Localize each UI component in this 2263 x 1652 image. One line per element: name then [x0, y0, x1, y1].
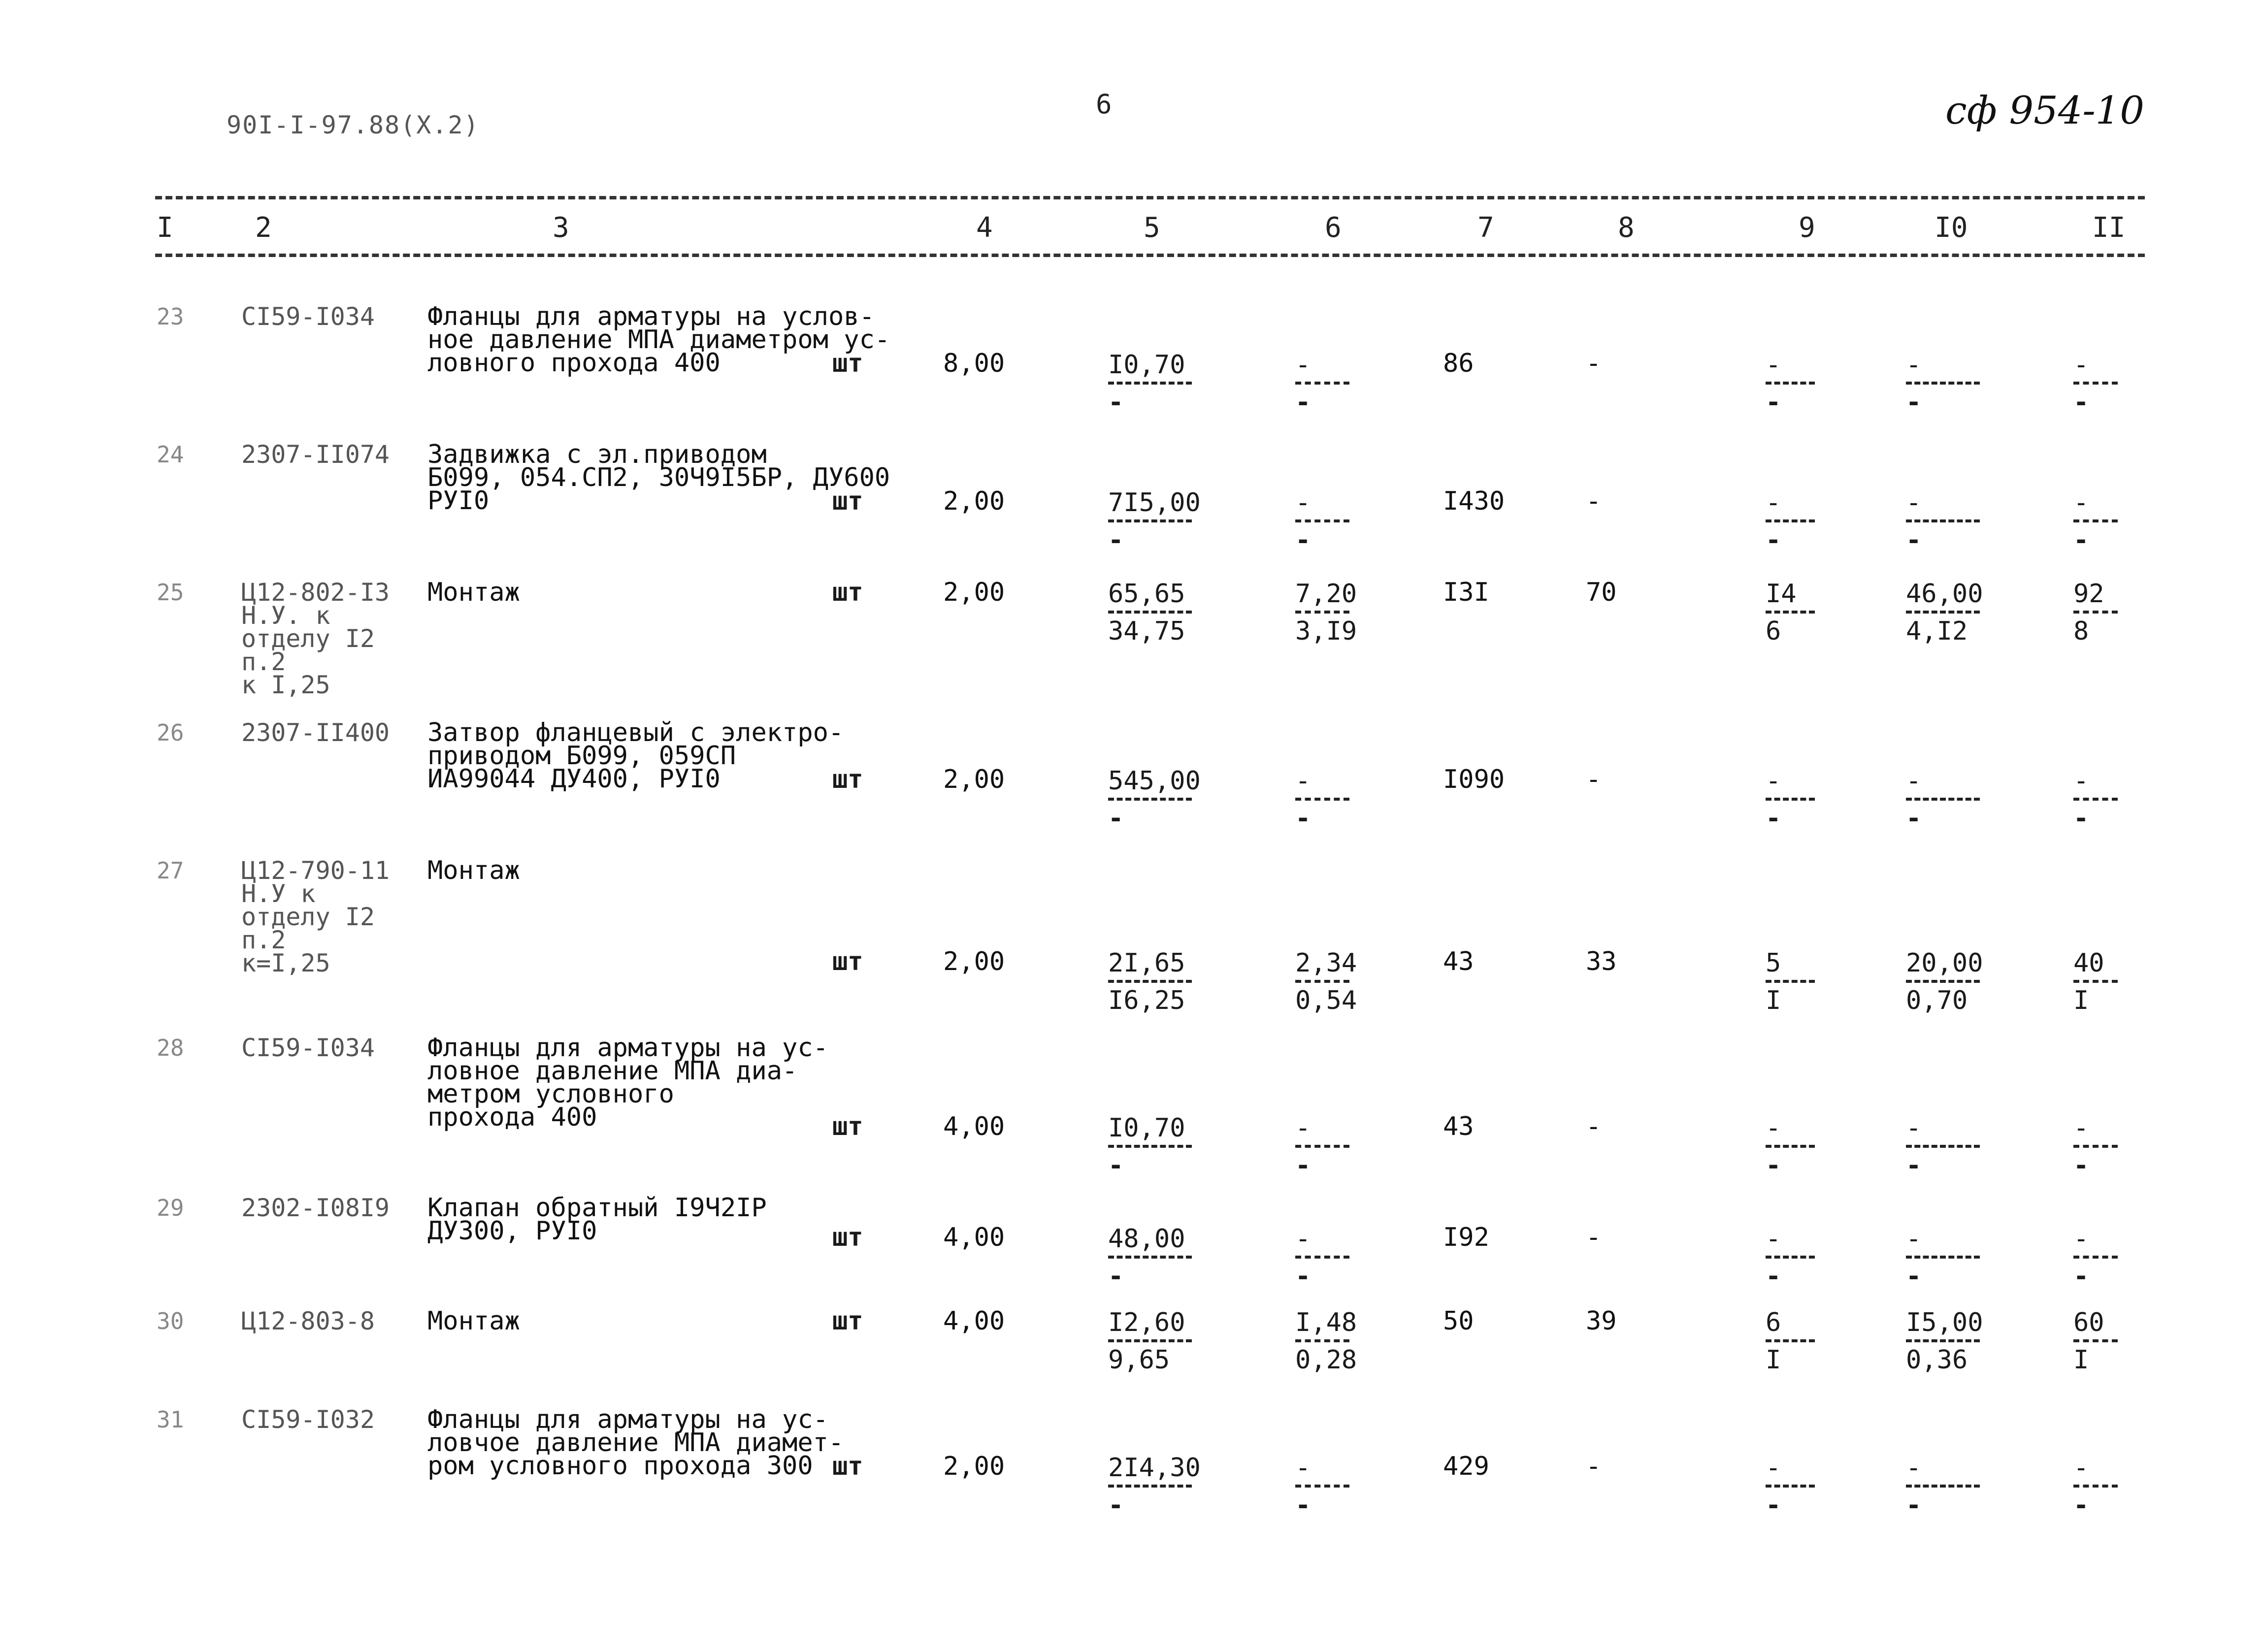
row-code: Ц12-802-I3 Н.У. к отделу I2 п.2 к I,25: [241, 578, 390, 699]
sheet-code: сф 954-10: [1945, 89, 2145, 133]
fraction-denominator: -: [2073, 1151, 2089, 1180]
fraction-denominator: 0,54: [1295, 986, 1357, 1015]
fraction-numerator: 545,00: [1108, 766, 1201, 796]
row-unit: шт: [832, 947, 863, 976]
fraction-denominator: 9,65: [1108, 1345, 1170, 1375]
fraction-numerator: I,48: [1295, 1308, 1357, 1337]
fraction-numerator: 7I5,00: [1108, 488, 1201, 518]
fraction-denominator: -: [2073, 388, 2089, 417]
fraction-numerator: -: [1766, 488, 1781, 518]
fraction-numerator: 5: [1766, 948, 1781, 978]
row-col-8: 39: [1586, 1306, 1617, 1336]
fraction-cell-c9: [1766, 581, 1815, 644]
fraction-numerator: -: [1906, 1453, 1922, 1483]
fraction-bar: [1108, 1256, 1192, 1259]
fraction-bar: [1766, 1339, 1815, 1342]
fraction-denominator: I6,25: [1108, 986, 1185, 1015]
fraction-cell-c9: [1766, 768, 1815, 831]
fraction-numerator: I0,70: [1108, 350, 1185, 380]
row-col-7: 86: [1443, 349, 1474, 378]
fraction-bar: [1108, 1339, 1192, 1342]
fraction-denominator: 0,70: [1906, 986, 1968, 1015]
row-position: 23: [157, 303, 184, 330]
fraction-denominator: -: [1906, 1490, 1922, 1520]
fraction-numerator: -: [1295, 1224, 1311, 1254]
fraction-denominator: -: [2073, 1490, 2089, 1520]
fraction-cell-c11: [2073, 1115, 2118, 1178]
row-quantity: 2,00: [943, 486, 1005, 516]
fraction-denominator: -: [1108, 388, 1124, 417]
fraction-cell-c10: [1906, 1310, 1983, 1373]
column-header-5: 5: [1144, 212, 1160, 244]
fraction-numerator: -: [1766, 1453, 1781, 1483]
row-name: Клапан обратный I9Ч2IР ДУ300, РУI0: [427, 1193, 767, 1246]
fraction-numerator: 65,65: [1108, 579, 1185, 609]
fraction-cell-c9: [1766, 1226, 1815, 1289]
row-col-7: I92: [1443, 1223, 1489, 1252]
fraction-bar: [1295, 1256, 1349, 1259]
fraction-numerator: -: [1906, 766, 1922, 796]
row-position: 24: [157, 441, 184, 468]
fraction-denominator: -: [1906, 1262, 1922, 1291]
fraction-numerator: 6: [1766, 1308, 1781, 1337]
row-unit: шт: [832, 1452, 863, 1481]
row-col-8: -: [1586, 1223, 1602, 1252]
fraction-bar: [1766, 1256, 1815, 1259]
fraction-numerator: I0,70: [1108, 1113, 1185, 1143]
fraction-numerator: 2I,65: [1108, 948, 1185, 978]
fraction-numerator: -: [1766, 1224, 1781, 1254]
fraction-numerator: -: [1766, 350, 1781, 380]
fraction-numerator: 2,34: [1295, 948, 1357, 978]
fraction-numerator: 7,20: [1295, 579, 1357, 609]
row-position: 25: [157, 579, 184, 606]
fraction-cell-c6: [1295, 352, 1349, 415]
fraction-numerator: -: [2073, 1453, 2089, 1483]
row-col-7: I3I: [1443, 578, 1489, 607]
fraction-cell-c9: [1766, 1310, 1815, 1373]
fraction-cell-c11: [2073, 768, 2118, 831]
fraction-bar: [1906, 382, 1980, 385]
fraction-numerator: -: [1766, 766, 1781, 796]
fraction-cell-c11: [2073, 352, 2118, 415]
row-col-8: -: [1586, 486, 1602, 516]
fraction-cell-c6: [1295, 1226, 1349, 1289]
fraction-cell-c11: [2073, 1455, 2118, 1518]
row-code: Ц12-790-11 Н.У к отделу I2 п.2 к=I,25: [241, 856, 390, 977]
column-header-8: 8: [1618, 212, 1635, 244]
fraction-cell-c5: [1108, 768, 1201, 831]
fraction-cell-c11: [2073, 1226, 2118, 1289]
fraction-denominator: 3,I9: [1295, 616, 1357, 646]
fraction-numerator: -: [2073, 488, 2089, 518]
fraction-denominator: -: [1108, 804, 1124, 833]
fraction-cell-c5: [1108, 490, 1201, 553]
fraction-cell-c10: [1906, 950, 1983, 1013]
fraction-denominator: 34,75: [1108, 616, 1185, 646]
fraction-denominator: -: [2073, 804, 2089, 833]
fraction-cell-c11: [2073, 950, 2118, 1013]
fraction-bar: [1906, 611, 1980, 614]
fraction-cell-c5: [1108, 950, 1192, 1013]
fraction-numerator: I4: [1766, 579, 1797, 609]
fraction-denominator: 8: [2073, 616, 2089, 646]
fraction-denominator: -: [1295, 804, 1311, 833]
fraction-numerator: I5,00: [1906, 1308, 1983, 1337]
fraction-bar: [1295, 798, 1349, 801]
fraction-denominator: -: [1295, 525, 1311, 555]
row-position: 26: [157, 719, 184, 746]
fraction-cell-c9: [1766, 490, 1815, 553]
fraction-bar: [1766, 798, 1815, 801]
fraction-denominator: -: [1766, 525, 1781, 555]
fraction-cell-c6: [1295, 581, 1357, 644]
fraction-cell-c11: [2073, 581, 2118, 644]
row-quantity: 4,00: [943, 1223, 1005, 1252]
fraction-numerator: -: [1906, 1224, 1922, 1254]
fraction-numerator: -: [2073, 1113, 2089, 1143]
row-quantity: 2,00: [943, 765, 1005, 794]
fraction-numerator: 2I4,30: [1108, 1453, 1201, 1483]
row-code: 2307-II400: [241, 718, 390, 747]
row-quantity: 2,00: [943, 578, 1005, 607]
fraction-denominator: -: [1906, 388, 1922, 417]
row-quantity: 4,00: [943, 1306, 1005, 1336]
fraction-numerator: -: [1295, 1453, 1311, 1483]
column-header-6: 6: [1325, 212, 1342, 244]
fraction-denominator: -: [1108, 525, 1124, 555]
fraction-cell-c10: [1906, 1115, 1980, 1178]
fraction-numerator: 20,00: [1906, 948, 1983, 978]
fraction-cell-c5: [1108, 1115, 1192, 1178]
fraction-bar: [2073, 519, 2118, 522]
row-name: Монтаж: [427, 1306, 520, 1336]
fraction-cell-c11: [2073, 1310, 2118, 1373]
fraction-denominator: -: [1766, 1490, 1781, 1520]
fraction-bar: [1108, 980, 1192, 983]
row-unit: шт: [832, 349, 863, 378]
fraction-bar: [1766, 611, 1815, 614]
fraction-bar: [1108, 611, 1192, 614]
fraction-numerator: 40: [2073, 948, 2104, 978]
fraction-denominator: -: [1766, 804, 1781, 833]
fraction-cell-c10: [1906, 581, 1983, 644]
fraction-bar: [1766, 1485, 1815, 1488]
header-bottom-rule: [155, 254, 2145, 257]
fraction-numerator: -: [1906, 350, 1922, 380]
row-name: Задвижка с эл.приводом Б099, 054.СП2, 30Ч9I5БР, ДУ600 РУI0: [427, 440, 890, 516]
column-header-11: II: [2092, 212, 2126, 244]
row-quantity: 2,00: [943, 947, 1005, 976]
fraction-cell-c11: [2073, 490, 2118, 553]
fraction-numerator: -: [1295, 488, 1311, 518]
fraction-denominator: -: [1295, 388, 1311, 417]
fraction-numerator: 92: [2073, 579, 2104, 609]
fraction-cell-c10: [1906, 1455, 1980, 1518]
row-unit: шт: [832, 1306, 863, 1336]
fraction-bar: [1108, 798, 1192, 801]
row-col-7: 429: [1443, 1452, 1489, 1481]
fraction-cell-c5: [1108, 1310, 1192, 1373]
fraction-cell-c5: [1108, 352, 1192, 415]
row-quantity: 2,00: [943, 1452, 1005, 1481]
fraction-bar: [1906, 1339, 1980, 1342]
row-col-7: 50: [1443, 1306, 1474, 1336]
fraction-numerator: 60: [2073, 1308, 2104, 1337]
fraction-denominator: I: [2073, 986, 2089, 1015]
fraction-cell-c5: [1108, 1455, 1201, 1518]
fraction-numerator: -: [1766, 1113, 1781, 1143]
fraction-bar: [1766, 980, 1815, 983]
row-code: CI59-I034: [241, 1034, 375, 1062]
fraction-denominator: 0,28: [1295, 1345, 1357, 1375]
row-name: Затвор фланцевый с электро- приводом Б099, 059СП ИА99044 ДУ400, РУI0: [427, 718, 844, 794]
fraction-bar: [1766, 519, 1815, 522]
row-col-8: -: [1586, 1452, 1602, 1481]
fraction-denominator: -: [1906, 525, 1922, 555]
fraction-bar: [1906, 1256, 1980, 1259]
fraction-cell-c10: [1906, 490, 1980, 553]
fraction-bar: [1906, 519, 1980, 522]
fraction-cell-c9: [1766, 1115, 1815, 1178]
row-col-8: -: [1586, 349, 1602, 378]
fraction-numerator: -: [1295, 1113, 1311, 1143]
fraction-cell-c6: [1295, 490, 1349, 553]
fraction-bar: [1108, 1485, 1192, 1488]
fraction-cell-c9: [1766, 352, 1815, 415]
fraction-denominator: -: [1108, 1262, 1124, 1291]
fraction-denominator: I: [1766, 1345, 1781, 1375]
fraction-bar: [1295, 1485, 1349, 1488]
row-code: Ц12-803-8: [241, 1307, 375, 1335]
row-unit: шт: [832, 578, 863, 607]
fraction-cell-c6: [1295, 1310, 1357, 1373]
fraction-cell-c6: [1295, 950, 1357, 1013]
fraction-numerator: -: [2073, 1224, 2089, 1254]
fraction-denominator: 4,I2: [1906, 616, 1968, 646]
fraction-bar: [2073, 1339, 2118, 1342]
fraction-numerator: -: [1295, 350, 1311, 380]
fraction-denominator: -: [1906, 804, 1922, 833]
fraction-cell-c9: [1766, 950, 1815, 1013]
fraction-numerator: -: [2073, 766, 2089, 796]
fraction-denominator: -: [1295, 1262, 1311, 1291]
fraction-bar: [1906, 1485, 1980, 1488]
fraction-bar: [2073, 1145, 2118, 1148]
row-unit: шт: [832, 1223, 863, 1252]
column-header-4: 4: [976, 212, 993, 244]
row-col-7: 43: [1443, 947, 1474, 976]
fraction-bar: [2073, 1485, 2118, 1488]
fraction-bar: [1295, 980, 1349, 983]
fraction-numerator: -: [1906, 1113, 1922, 1143]
fraction-denominator: -: [1295, 1151, 1311, 1180]
fraction-bar: [1295, 1339, 1349, 1342]
row-col-7: 43: [1443, 1112, 1474, 1141]
fraction-cell-c10: [1906, 1226, 1980, 1289]
fraction-denominator: -: [1108, 1490, 1124, 1520]
row-name: Фланцы для арматуры на ус- ловчое давление МПА диамет- ром условного прохода 300: [427, 1405, 844, 1481]
row-code: 2307-II074: [241, 440, 390, 469]
document-code: 90I-I-97.88(X.2): [227, 111, 480, 139]
row-unit: шт: [832, 765, 863, 794]
fraction-bar: [1295, 611, 1349, 614]
column-header-2: 2: [255, 212, 272, 244]
fraction-numerator: 46,00: [1906, 579, 1983, 609]
fraction-bar: [2073, 382, 2118, 385]
fraction-cell-c5: [1108, 581, 1192, 644]
fraction-bar: [1906, 798, 1980, 801]
row-name: Монтаж: [427, 578, 520, 607]
fraction-bar: [2073, 611, 2118, 614]
fraction-denominator: -: [1295, 1490, 1311, 1520]
row-col-8: 33: [1586, 947, 1617, 976]
row-col-8: -: [1586, 1112, 1602, 1141]
fraction-bar: [1295, 519, 1349, 522]
row-position: 28: [157, 1035, 184, 1061]
row-col-8: 70: [1586, 578, 1617, 607]
fraction-cell-c9: [1766, 1455, 1815, 1518]
fraction-numerator: -: [1906, 488, 1922, 518]
row-col-7: I090: [1443, 765, 1505, 794]
fraction-cell-c10: [1906, 352, 1980, 415]
fraction-numerator: I2,60: [1108, 1308, 1185, 1337]
fraction-bar: [2073, 798, 2118, 801]
fraction-cell-c6: [1295, 1115, 1349, 1178]
fraction-denominator: 0,36: [1906, 1345, 1968, 1375]
fraction-denominator: -: [1766, 1151, 1781, 1180]
row-name: Фланцы для арматуры на услов- ное давление МПА диаметром ус- ловного прохода 400: [427, 302, 890, 378]
fraction-bar: [1295, 382, 1349, 385]
row-position: 30: [157, 1308, 184, 1334]
fraction-denominator: I: [1766, 986, 1781, 1015]
fraction-cell-c5: [1108, 1226, 1192, 1289]
fraction-bar: [1766, 1145, 1815, 1148]
fraction-denominator: -: [1906, 1151, 1922, 1180]
fraction-bar: [1766, 382, 1815, 385]
fraction-denominator: -: [2073, 1262, 2089, 1291]
fraction-denominator: I: [2073, 1345, 2089, 1375]
fraction-bar: [1108, 519, 1192, 522]
row-col-8: -: [1586, 765, 1602, 794]
row-position: 27: [157, 857, 184, 884]
fraction-bar: [2073, 980, 2118, 983]
row-quantity: 8,00: [943, 349, 1005, 378]
header-top-rule: [155, 196, 2145, 199]
fraction-cell-c6: [1295, 1455, 1349, 1518]
row-position: 31: [157, 1406, 184, 1433]
row-col-7: I430: [1443, 486, 1505, 516]
row-code: CI59-I034: [241, 302, 375, 331]
fraction-bar: [1108, 382, 1192, 385]
fraction-bar: [1108, 1145, 1192, 1148]
row-name: Монтаж: [427, 856, 520, 885]
column-header-10: I0: [1935, 212, 1968, 244]
page-number: 6: [1096, 89, 1112, 120]
column-header-9: 9: [1799, 212, 1815, 244]
fraction-cell-c6: [1295, 768, 1349, 831]
fraction-numerator: -: [2073, 350, 2089, 380]
row-code: CI59-I032: [241, 1405, 375, 1434]
fraction-numerator: 48,00: [1108, 1224, 1185, 1254]
fraction-denominator: -: [1766, 388, 1781, 417]
fraction-denominator: 6: [1766, 616, 1781, 646]
fraction-denominator: -: [1766, 1262, 1781, 1291]
column-header-7: 7: [1477, 212, 1494, 244]
fraction-bar: [1906, 980, 1980, 983]
row-name: Фланцы для арматуры на ус- ловное давление МПА диа- метром условного прохода 400: [427, 1033, 828, 1132]
fraction-denominator: -: [1108, 1151, 1124, 1180]
row-code: 2302-I08I9: [241, 1194, 390, 1222]
fraction-bar: [2073, 1256, 2118, 1259]
row-quantity: 4,00: [943, 1112, 1005, 1141]
fraction-cell-c10: [1906, 768, 1980, 831]
fraction-bar: [1295, 1145, 1349, 1148]
row-position: 29: [157, 1195, 184, 1221]
row-unit: шт: [832, 1112, 863, 1141]
fraction-numerator: -: [1295, 766, 1311, 796]
fraction-denominator: -: [2073, 525, 2089, 555]
column-header-3: 3: [553, 212, 569, 244]
fraction-bar: [1906, 1145, 1980, 1148]
column-header-1: I: [157, 212, 173, 244]
row-unit: шт: [832, 486, 863, 516]
